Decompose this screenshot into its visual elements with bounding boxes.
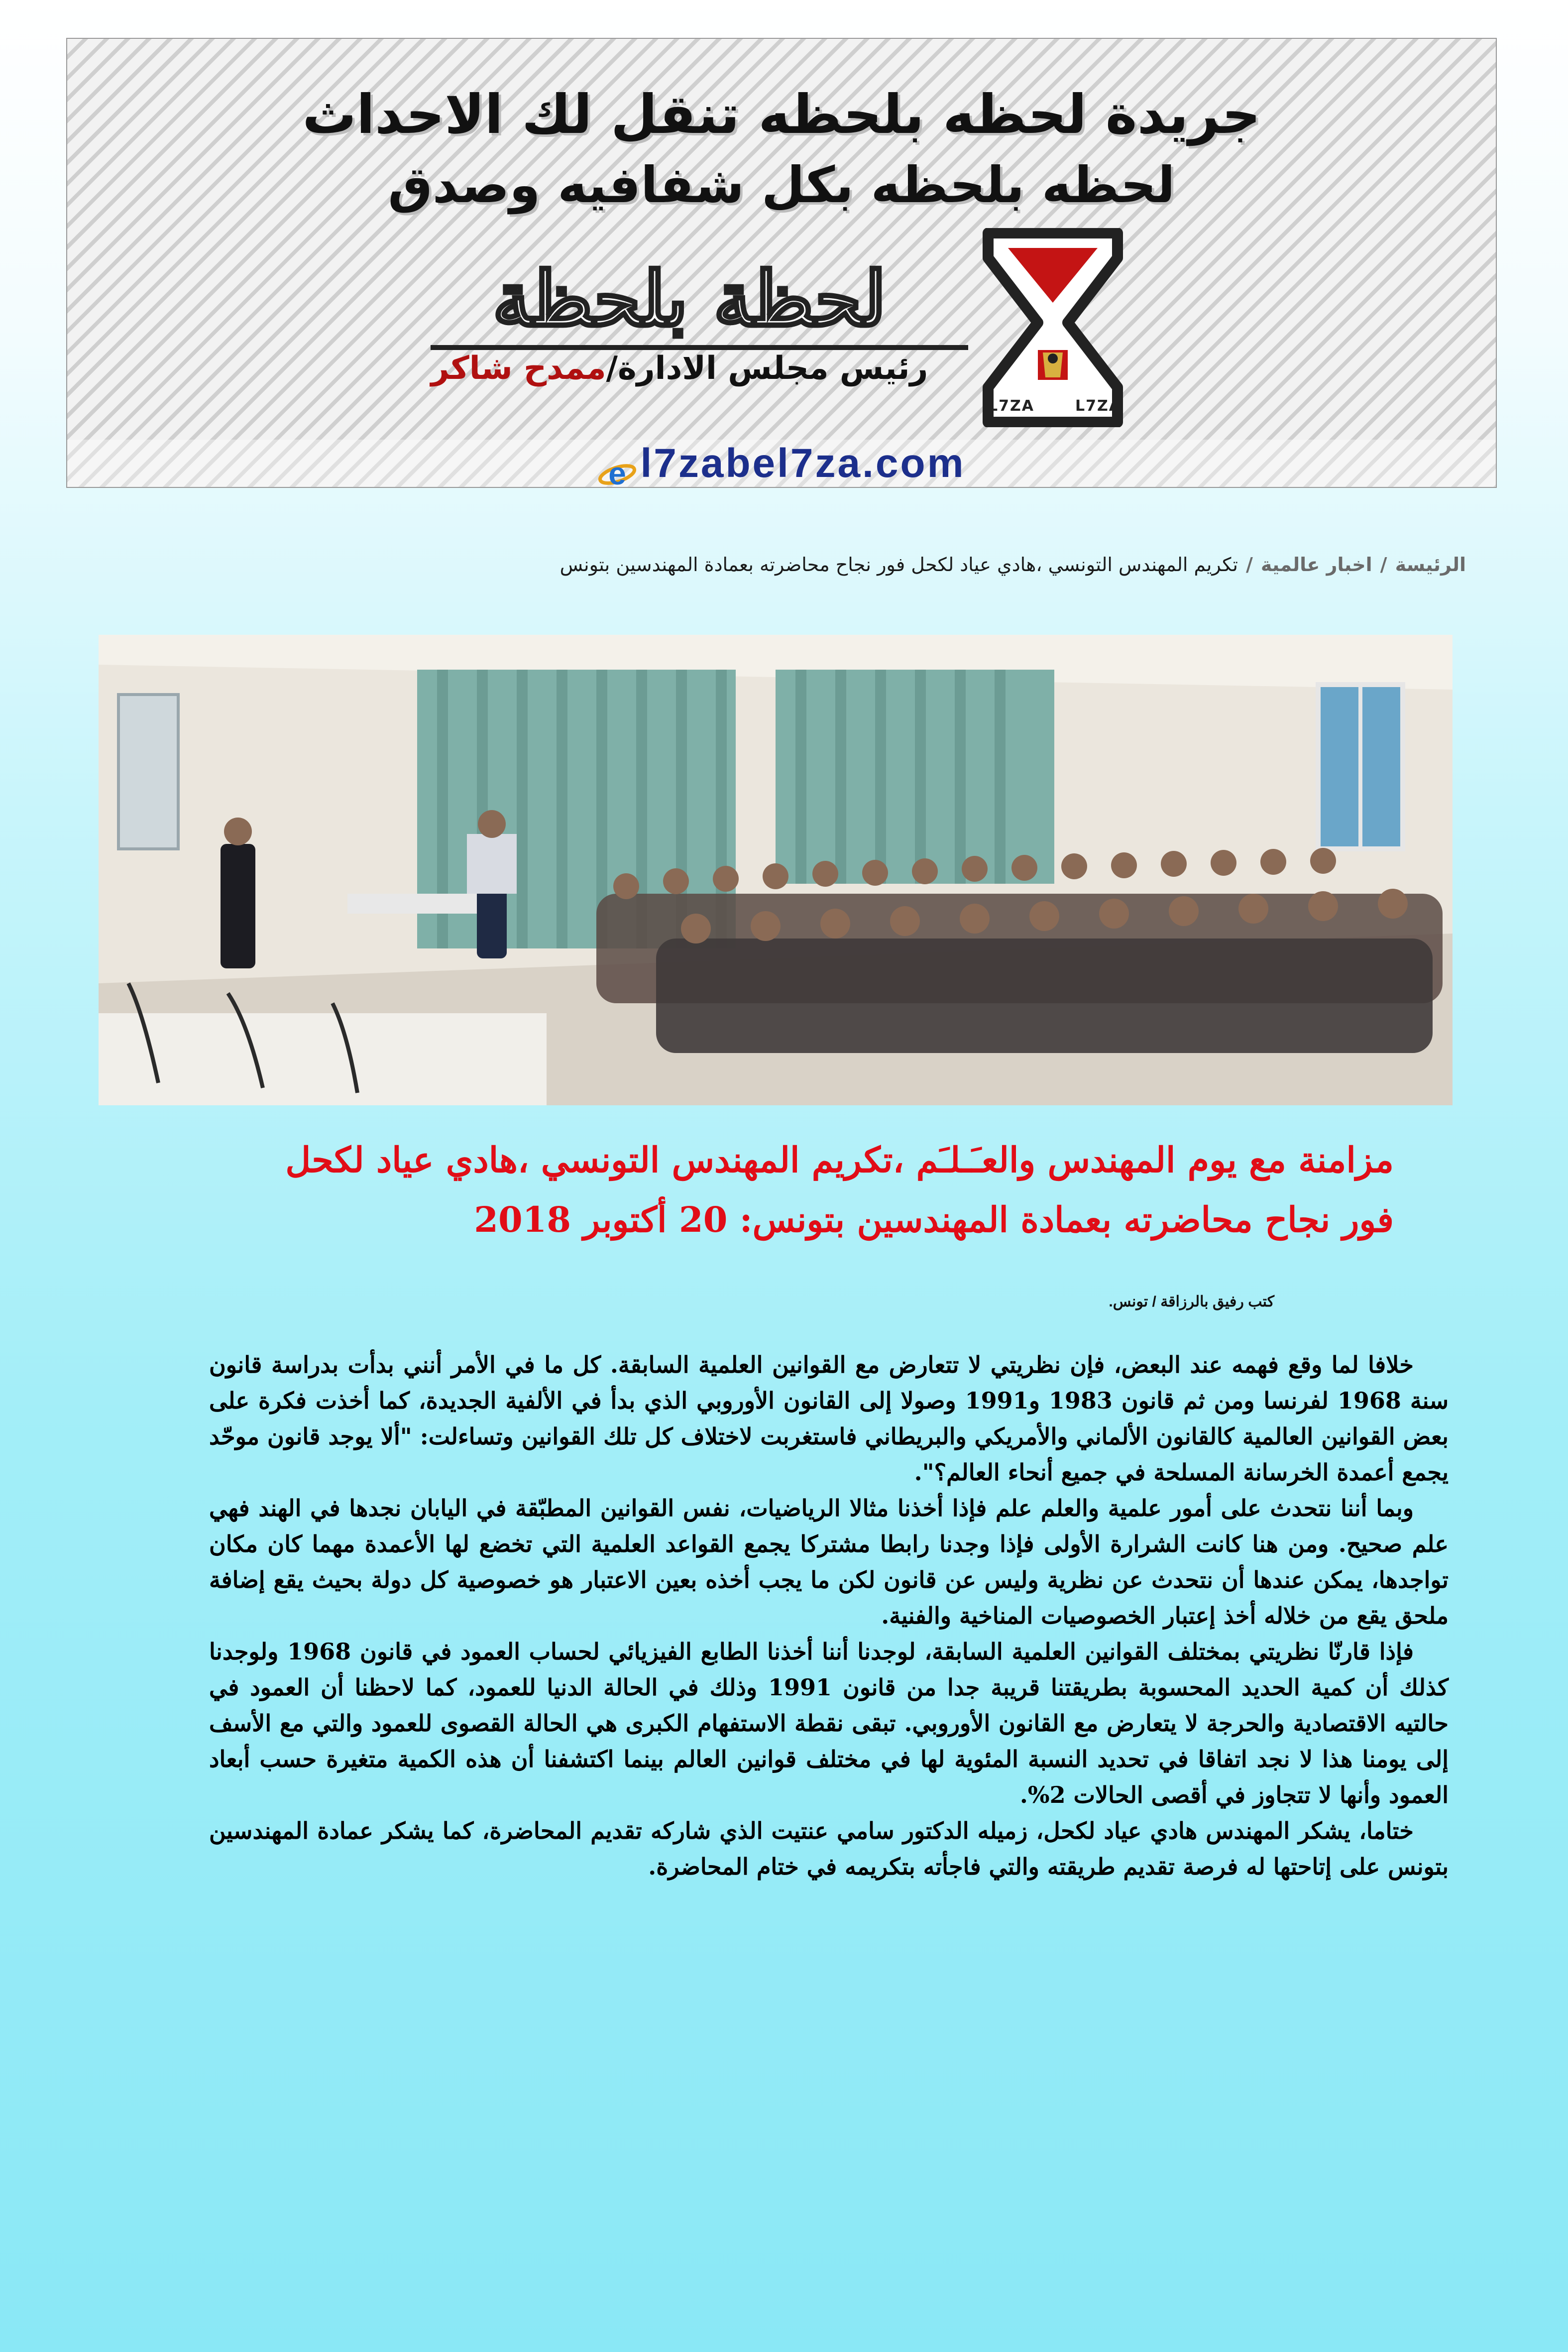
banner-slogan-line1: جريدة لحظه بلحظه تنقل لك الاحداث <box>302 84 1261 146</box>
banner-slogan-line2: لحظه بلحظه بكل شفافيه وصدق <box>388 156 1175 214</box>
svg-text:e: e <box>608 456 627 487</box>
logo-subtitle-label: رئيس مجلس الادارة/ <box>606 350 928 387</box>
site-url-link[interactable]: l7zabel7za.com <box>640 441 966 486</box>
logo-tag-left: L7ZA <box>988 397 1034 415</box>
breadcrumb-separator: / <box>1245 554 1253 576</box>
breadcrumb-current: تكريم المهندس التونسي ،هادي عياد لكحل فور نجاح محاضرته بعمادة المهندسين بتونس <box>560 554 1238 576</box>
logo-subtitle <box>416 350 943 387</box>
lecture-hall-photo <box>99 635 1453 1105</box>
article-paragraph: وبما أننا نتحدث على أمور علمية والعلم علم فإذا أخذنا مثالا الرياضيات، نفس القوانين المطبّقة في اليابان نجدها في الهند فهي علم صحيح. ومن هنا كانت الشرارة الأولى فإذا وجدنا رابطا مشتركا يجمع القواعد العلمية التي تخضع لها الأعمدة مهما كان مكان تواجدها، يمكن عندها أن نتحدث عن نظرية وليس عن قانون لكن ما يجب أخذه بعين الاعتبار هو خصوصية كل دولة بحيث يقع إضافة ملحق يقع من خلاله أخذ إعتبار الخصوصيات المناخية والفنية. <box>209 1495 1449 1629</box>
article-paragraph: ختاما، يشكر المهندس هادي عياد لكحل، زميله الدكتور سامي عنتيت الذي شاركه تقديم المحاضرة، كما يشكر عمادة المهندسين بتونس على إتاحتها له فرصة تقديم طريقته والتي فاجأته بتكريمه في ختام المحاضرة. <box>209 1817 1449 1880</box>
logo-tag-right: L7ZA <box>1075 397 1121 415</box>
breadcrumb <box>560 554 1466 576</box>
article-body <box>209 1347 1449 1884</box>
breadcrumb-separator: / <box>1380 554 1387 576</box>
logo-divider <box>431 345 968 350</box>
article-author: كتب رفيق بالرزاقة / تونس. <box>1109 1294 1274 1310</box>
article-paragraph: فإذا قارنّا نظريتي بمختلف القوانين العلمية السابقة، لوجدنا أننا أخذنا الطابع الفيزيائي لحساب العمود في قانون 1968 ولوجدنا كذلك أن كمية الحديد المحسوبة بطريقتنا قريبة جدا من قانون 1991 وذلك في الحالة الدنيا للعمود، كما لاحظنا أن العمود في حالتيه الاقتصادية والحرجة لا يتعارض مع القانون الأوروبي. تبقى نقطة الاستفهام الكبرى هي الحالة القصوى للعمود والتي مع الأسف إلى يومنا هذا لا نجد اتفاقا في تحديد النسبة المئوية لها في مختلف قوانين العالم بينما اكتشفنا أن هذه الكمية متغيرة حسب أبعاد العمود وأنها لا تتجاوز في أقصى الحالات 2%. <box>209 1638 1449 1808</box>
article-paragraph: خلافا لما وقع فهمه عند البعض، فإن نظريتي لا تتعارض مع القوانين العلمية السابقة. كل ما في الأمر أنني بدأت بدراسة قانون سنة 1968 لفرنسا ومن ثم قانون 1983 و1991 وصولا إلى القانون الأوروبي الذي بدأ في الألفية الجديدة، كما أخذت فكرة على بعض القوانين العالمية كالقانون الألماني والأمريكي والبريطاني فاستغربت لاختلاف كل تلك القوانين وتساءلت: "ألا يوجد قانون موحّد يجمع أعمدة الخرسانة المسلحة في جميع أنحاء العالم؟". <box>209 1351 1449 1486</box>
article-title <box>174 1130 1394 1250</box>
header-banner <box>67 39 1496 487</box>
breadcrumb-section[interactable]: اخبار عالمية <box>1260 554 1372 576</box>
newspaper-logo[interactable] <box>416 228 1262 437</box>
breadcrumb-home[interactable]: الرئيسة <box>1395 554 1466 576</box>
logo-chairman-name: ممدح شاكر <box>431 350 606 387</box>
hourglass-emblem-icon <box>968 228 1137 427</box>
logo-wordmark: لحظة بلحظة <box>493 255 886 343</box>
browser-e-icon <box>597 457 637 487</box>
article-title-line2: فور نجاح محاضرته بعمادة المهندسين بتونس: 20 أكتوبر 2018 <box>474 1199 1394 1240</box>
article-title-line1: مزامنة مع يوم المهندس والعـَـلـَم ،تكريم المهندس التونسي ،هادي عياد لكحل <box>285 1139 1394 1180</box>
site-url-bar <box>67 440 1496 487</box>
